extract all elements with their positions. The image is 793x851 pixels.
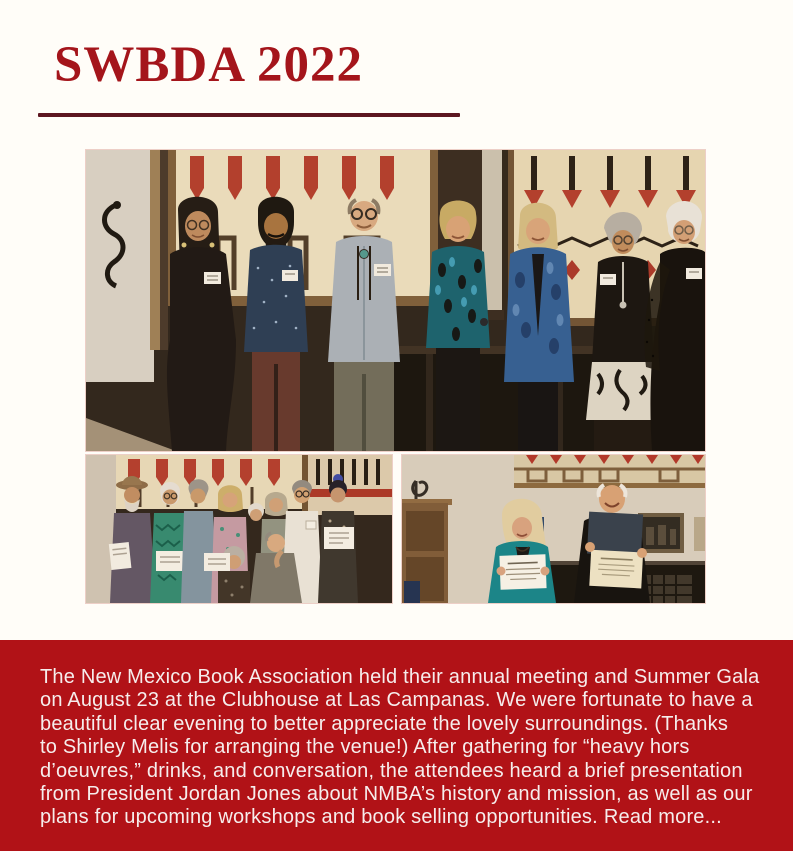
photo-two-awardees (402, 455, 705, 603)
footer-text-line: to Shirley Melis for arranging the venue!) After gathering for “heavy hors (40, 736, 690, 759)
photo-awardees-illustration (402, 455, 705, 603)
photo-awards-illustration (86, 455, 392, 603)
footer-text-line-end: plans for upcoming workshops and book selling opportunities. (40, 806, 598, 829)
footer-panel (0, 640, 793, 851)
photo-main-illustration (86, 150, 705, 451)
page-title: SWBDA 2022 (54, 37, 363, 93)
footer-text-line: beautiful clear evening to better appreciate the lovely surroundings. (Thanks (40, 712, 729, 735)
footer-text-line: The New Mexico Book Association held their annual meeting and Summer Gala (40, 666, 760, 688)
footer-text-line: d’oeuvres,” drinks, and conversation, the attendees heard a brief presentation (40, 759, 743, 782)
footer-text-line (40, 806, 759, 829)
photo-awards-group (86, 455, 392, 603)
photo-main-group (86, 150, 705, 451)
title-underline (38, 113, 460, 117)
read-more-link[interactable]: Read more... (603, 806, 722, 829)
footer-paragraph (40, 666, 759, 830)
footer-text-line: on August 23 at the Clubhouse at Las Campanas. We were fortunate to have a (40, 689, 753, 712)
footer-text-line: from President Jordan Jones about NMBA’s history and mission, as well as our (40, 783, 753, 806)
